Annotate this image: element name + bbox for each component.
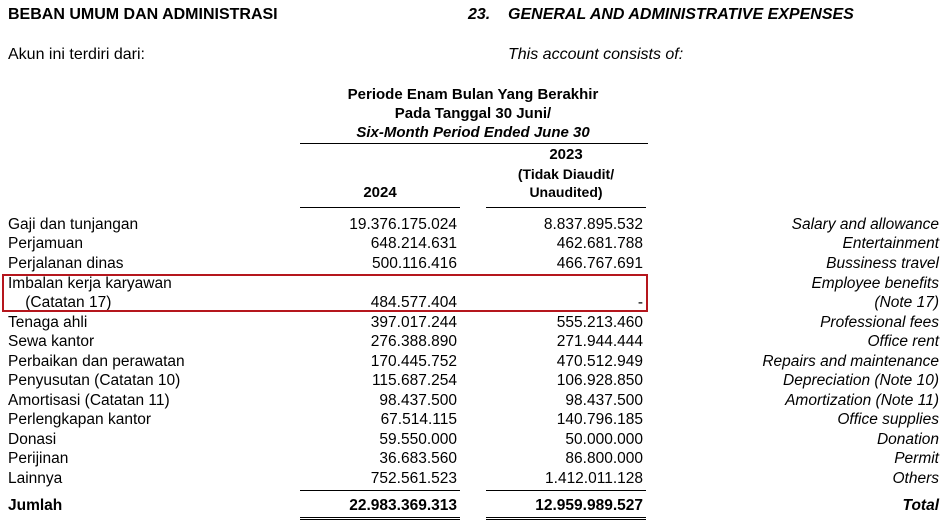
row-label: Penyusutan (Catatan 10) (8, 372, 181, 389)
row-label-english: Office rent (867, 333, 939, 350)
row-label: (Catatan 17) (8, 294, 112, 311)
row-value-2024: 59.550.000 (379, 431, 457, 448)
row-label: Perjalanan dinas (8, 255, 124, 272)
total-value-2024: 22.983.369.313 (349, 497, 457, 514)
row-label-english: Entertainment (842, 235, 939, 252)
table-row (0, 352, 943, 371)
period-underline (300, 143, 648, 144)
row-value-2023: 470.512.949 (556, 353, 643, 370)
total-line-2023 (486, 490, 646, 491)
row-label: Perijinan (8, 450, 69, 467)
row-label-english: Permit (894, 450, 939, 467)
row-label-english: Others (892, 470, 939, 487)
total-double-line-2024-a (300, 517, 460, 518)
table-row (0, 391, 943, 410)
highlight-box (2, 274, 648, 312)
row-label: Gaji dan tunjangan (8, 216, 139, 233)
column-header-2023-note1: (Tidak Diaudit/ (517, 166, 615, 182)
period-heading-line1: Periode Enam Bulan Yang Berakhir (347, 86, 599, 103)
row-value-2024: 648.214.631 (370, 235, 457, 252)
row-value-2023: - (637, 294, 643, 311)
total-double-line-2024-b (300, 519, 460, 520)
row-value-2024: 484.577.404 (370, 294, 457, 311)
total-row (0, 496, 943, 515)
row-value-2023: 1.412.011.128 (545, 470, 643, 487)
period-heading-line2: Pada Tanggal 30 Juni/ (394, 105, 552, 122)
table-row (0, 254, 943, 273)
row-label-english: Bussiness travel (826, 255, 939, 272)
row-value-2023: 106.928.850 (556, 372, 643, 389)
row-label: Perlengkapan kantor (8, 411, 152, 428)
row-label: Sewa kantor (8, 333, 95, 350)
row-label: Perjamuan (8, 235, 83, 252)
row-value-2023: 555.213.460 (556, 314, 643, 331)
row-value-2024: 36.683.560 (379, 450, 457, 467)
table-row (0, 430, 943, 449)
column-header-2023-note2: Unaudited) (529, 184, 603, 200)
table-row (0, 332, 943, 351)
row-label: Donasi (8, 431, 57, 448)
table-row (0, 469, 943, 488)
total-label-english: Total (902, 497, 939, 514)
total-line-2024 (300, 490, 460, 491)
row-label: Lainnya (8, 470, 63, 487)
row-value-2023: 462.681.788 (556, 235, 643, 252)
row-value-2023: 86.800.000 (565, 450, 643, 467)
section-title-indonesian: BEBAN UMUM DAN ADMINISTRASI (8, 6, 278, 23)
row-value-2023: 466.767.691 (556, 255, 643, 272)
row-value-2023: 8.837.895.532 (543, 216, 643, 233)
row-label-english: Repairs and maintenance (762, 353, 939, 370)
row-label-english: Professional fees (820, 314, 939, 331)
row-label-english: Depreciation (Note 10) (783, 372, 939, 389)
total-label: Jumlah (8, 497, 63, 514)
table-row (0, 371, 943, 390)
column-header-underline-2023 (486, 207, 646, 208)
row-value-2024: 752.561.523 (370, 470, 457, 487)
row-value-2024: 170.445.752 (370, 353, 457, 370)
row-value-2024: 500.116.416 (371, 255, 457, 272)
row-value-2024: 115.687.254 (371, 372, 457, 389)
section-title-english: 23. GENERAL AND ADMINISTRATIVE EXPENSES (468, 6, 854, 23)
row-value-2024: 67.514.115 (380, 411, 457, 428)
total-double-line-2023-a (486, 517, 646, 518)
row-value-2024: 276.388.890 (370, 333, 457, 350)
table-row (0, 313, 943, 332)
intro-text-english: This account consists of: (508, 46, 684, 63)
period-heading-line3: Six-Month Period Ended June 30 (356, 124, 590, 141)
row-value-2023: 98.437.500 (565, 392, 643, 409)
column-header-underline-2024 (300, 207, 460, 208)
row-label-english: Amortization (Note 11) (785, 392, 939, 409)
table-row (0, 410, 943, 429)
row-value-2024: 98.437.500 (379, 392, 457, 409)
table-row (0, 215, 943, 234)
row-value-2023: 140.796.185 (556, 411, 643, 428)
row-label-english: Office supplies (837, 411, 939, 428)
row-value-2023: 271.944.444 (556, 333, 643, 350)
row-label-english: (Note 17) (874, 294, 939, 311)
row-value-2023: 50.000.000 (565, 431, 643, 448)
row-label: Perbaikan dan perawatan (8, 353, 185, 370)
column-header-2023: 2023 (549, 146, 583, 163)
row-label: Imbalan kerja karyawan (8, 275, 172, 292)
row-label: Amortisasi (Catatan 11) (8, 392, 170, 409)
total-value-2023: 12.959.989.527 (535, 497, 643, 514)
column-header-2024: 2024 (363, 184, 397, 201)
row-label-english: Donation (876, 431, 939, 448)
table-row (0, 234, 943, 253)
table-row (0, 449, 943, 468)
row-value-2024: 19.376.175.024 (349, 216, 457, 233)
row-value-2024: 397.017.244 (370, 314, 457, 331)
row-label: Tenaga ahli (8, 314, 88, 331)
row-label-english: Employee benefits (811, 275, 939, 292)
row-label-english: Salary and allowance (791, 216, 939, 233)
total-double-line-2023-b (486, 519, 646, 520)
intro-text-indonesian: Akun ini terdiri dari: (8, 46, 145, 63)
